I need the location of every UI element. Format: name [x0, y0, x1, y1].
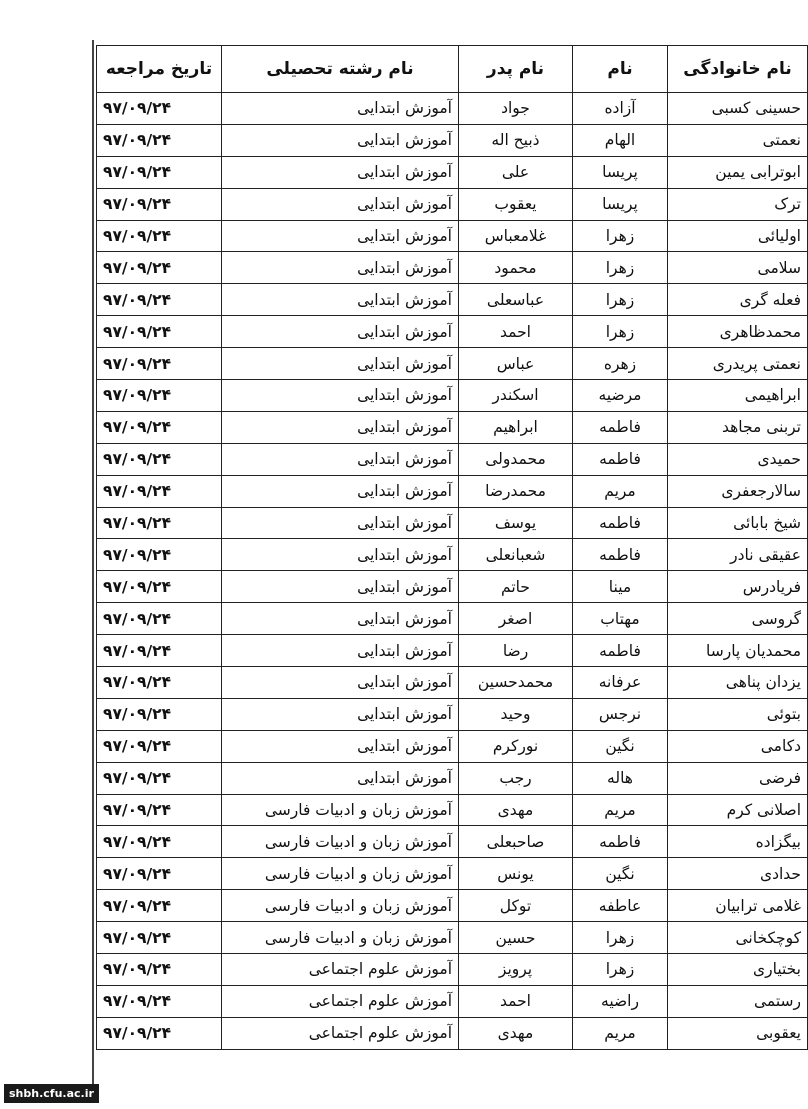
cell-last-name: اصلانی کرم: [668, 794, 808, 826]
cell-visit-date: ۹۷/۰۹/۲۴: [97, 93, 222, 125]
cell-father-name: محمدولی: [459, 443, 573, 475]
cell-field-of-study: آموزش ابتدایی: [222, 348, 459, 380]
cell-first-name: مریم: [573, 1017, 668, 1049]
header-field-of-study: نام رشته تحصیلی: [222, 46, 459, 93]
cell-field-of-study: آموزش ابتدایی: [222, 539, 459, 571]
table-row: [97, 730, 808, 762]
cell-last-name: یعقوبی: [668, 1017, 808, 1049]
cell-field-of-study: آموزش ابتدایی: [222, 156, 459, 188]
cell-first-name: راضیه: [573, 985, 668, 1017]
cell-father-name: احمد: [459, 316, 573, 348]
cell-father-name: محمدحسین: [459, 667, 573, 699]
cell-first-name: الهام: [573, 124, 668, 156]
table-row: [97, 890, 808, 922]
cell-father-name: عباسعلی: [459, 284, 573, 316]
cell-visit-date: ۹۷/۰۹/۲۴: [97, 380, 222, 412]
cell-last-name: عقیقی نادر: [668, 539, 808, 571]
cell-father-name: نورکرم: [459, 730, 573, 762]
cell-visit-date: ۹۷/۰۹/۲۴: [97, 411, 222, 443]
table-row: [97, 794, 808, 826]
cell-last-name: گروسی: [668, 603, 808, 635]
table-row: [97, 571, 808, 603]
cell-first-name: زهرا: [573, 316, 668, 348]
cell-visit-date: ۹۷/۰۹/۲۴: [97, 985, 222, 1017]
cell-father-name: جواد: [459, 93, 573, 125]
cell-father-name: رجب: [459, 762, 573, 794]
cell-first-name: زهره: [573, 348, 668, 380]
table-body: [97, 93, 808, 1050]
table-row: [97, 603, 808, 635]
cell-visit-date: ۹۷/۰۹/۲۴: [97, 124, 222, 156]
cell-first-name: فاطمه: [573, 507, 668, 539]
cell-last-name: سالارجعفری: [668, 475, 808, 507]
cell-last-name: سلامی: [668, 252, 808, 284]
table-row: [97, 475, 808, 507]
cell-field-of-study: آموزش علوم اجتماعی: [222, 985, 459, 1017]
cell-first-name: پریسا: [573, 156, 668, 188]
cell-father-name: اصغر: [459, 603, 573, 635]
table-row: [97, 316, 808, 348]
cell-first-name: پریسا: [573, 188, 668, 220]
table-row: [97, 858, 808, 890]
cell-father-name: یعقوب: [459, 188, 573, 220]
cell-visit-date: ۹۷/۰۹/۲۴: [97, 922, 222, 954]
cell-visit-date: ۹۷/۰۹/۲۴: [97, 826, 222, 858]
cell-field-of-study: آموزش ابتدایی: [222, 188, 459, 220]
table-row: [97, 252, 808, 284]
cell-last-name: فریادرس: [668, 571, 808, 603]
cell-last-name: اولیائی: [668, 220, 808, 252]
table-row: [97, 539, 808, 571]
cell-field-of-study: آموزش ابتدایی: [222, 252, 459, 284]
cell-father-name: غلامعباس: [459, 220, 573, 252]
cell-visit-date: ۹۷/۰۹/۲۴: [97, 284, 222, 316]
cell-field-of-study: آموزش ابتدایی: [222, 380, 459, 412]
student-roster-table: [96, 45, 808, 1050]
cell-first-name: فاطمه: [573, 539, 668, 571]
cell-first-name: آزاده: [573, 93, 668, 125]
cell-father-name: عباس: [459, 348, 573, 380]
cell-field-of-study: آموزش ابتدایی: [222, 316, 459, 348]
cell-first-name: فاطمه: [573, 443, 668, 475]
cell-father-name: ذبیح اله: [459, 124, 573, 156]
table-row: [97, 220, 808, 252]
cell-father-name: ابراهیم: [459, 411, 573, 443]
cell-father-name: صاحبعلی: [459, 826, 573, 858]
table-row: [97, 635, 808, 667]
table-row: [97, 954, 808, 986]
cell-first-name: فاطمه: [573, 411, 668, 443]
table-row: [97, 188, 808, 220]
cell-first-name: زهرا: [573, 954, 668, 986]
page-edge-line: [92, 40, 94, 1085]
cell-field-of-study: آموزش ابتدایی: [222, 124, 459, 156]
cell-last-name: تربنی مجاهد: [668, 411, 808, 443]
table-row: [97, 826, 808, 858]
cell-last-name: رستمی: [668, 985, 808, 1017]
site-watermark: shbh.cfu.ac.ir: [4, 1084, 99, 1103]
cell-first-name: مریم: [573, 475, 668, 507]
cell-father-name: رضا: [459, 635, 573, 667]
cell-first-name: نگین: [573, 730, 668, 762]
cell-visit-date: ۹۷/۰۹/۲۴: [97, 635, 222, 667]
cell-father-name: احمد: [459, 985, 573, 1017]
header-visit-date: تاریخ مراجعه: [97, 46, 222, 93]
cell-visit-date: ۹۷/۰۹/۲۴: [97, 954, 222, 986]
cell-visit-date: ۹۷/۰۹/۲۴: [97, 507, 222, 539]
cell-field-of-study: آموزش ابتدایی: [222, 762, 459, 794]
cell-first-name: عاطفه: [573, 890, 668, 922]
cell-last-name: ابوترابی یمین: [668, 156, 808, 188]
cell-visit-date: ۹۷/۰۹/۲۴: [97, 667, 222, 699]
cell-visit-date: ۹۷/۰۹/۲۴: [97, 220, 222, 252]
cell-visit-date: ۹۷/۰۹/۲۴: [97, 730, 222, 762]
cell-visit-date: ۹۷/۰۹/۲۴: [97, 1017, 222, 1049]
table-header: [97, 46, 808, 93]
cell-father-name: توکل: [459, 890, 573, 922]
cell-field-of-study: آموزش ابتدایی: [222, 603, 459, 635]
cell-last-name: بیگزاده: [668, 826, 808, 858]
header-father-name: نام پدر: [459, 46, 573, 93]
cell-field-of-study: آموزش ابتدایی: [222, 220, 459, 252]
cell-field-of-study: آموزش زبان و ادبیات فارسی: [222, 922, 459, 954]
cell-visit-date: ۹۷/۰۹/۲۴: [97, 475, 222, 507]
cell-field-of-study: آموزش ابتدایی: [222, 284, 459, 316]
cell-father-name: یوسف: [459, 507, 573, 539]
cell-first-name: هاله: [573, 762, 668, 794]
cell-field-of-study: آموزش ابتدایی: [222, 698, 459, 730]
cell-field-of-study: آموزش ابتدایی: [222, 635, 459, 667]
cell-field-of-study: آموزش ابتدایی: [222, 667, 459, 699]
table-row: [97, 284, 808, 316]
cell-field-of-study: آموزش علوم اجتماعی: [222, 1017, 459, 1049]
cell-field-of-study: آموزش زبان و ادبیات فارسی: [222, 826, 459, 858]
cell-first-name: زهرا: [573, 252, 668, 284]
cell-visit-date: ۹۷/۰۹/۲۴: [97, 539, 222, 571]
cell-field-of-study: آموزش ابتدایی: [222, 571, 459, 603]
cell-visit-date: ۹۷/۰۹/۲۴: [97, 890, 222, 922]
cell-first-name: زهرا: [573, 220, 668, 252]
cell-visit-date: ۹۷/۰۹/۲۴: [97, 443, 222, 475]
cell-last-name: غلامی ترابیان: [668, 890, 808, 922]
cell-last-name: حدادی: [668, 858, 808, 890]
cell-last-name: شیخ بابائی: [668, 507, 808, 539]
header-first-name: نام: [573, 46, 668, 93]
cell-first-name: مرضیه: [573, 380, 668, 412]
cell-last-name: نعمتی: [668, 124, 808, 156]
cell-field-of-study: آموزش ابتدایی: [222, 507, 459, 539]
cell-first-name: مینا: [573, 571, 668, 603]
cell-first-name: نگین: [573, 858, 668, 890]
cell-first-name: زهرا: [573, 284, 668, 316]
cell-first-name: فاطمه: [573, 826, 668, 858]
table-row: [97, 124, 808, 156]
cell-visit-date: ۹۷/۰۹/۲۴: [97, 316, 222, 348]
cell-father-name: محمدرضا: [459, 475, 573, 507]
cell-visit-date: ۹۷/۰۹/۲۴: [97, 348, 222, 380]
table-row: [97, 411, 808, 443]
cell-visit-date: ۹۷/۰۹/۲۴: [97, 762, 222, 794]
cell-first-name: مریم: [573, 794, 668, 826]
cell-last-name: محمدیان پارسا: [668, 635, 808, 667]
cell-first-name: فاطمه: [573, 635, 668, 667]
document-sheet: [96, 45, 801, 1082]
cell-father-name: شعبانعلی: [459, 539, 573, 571]
table-row: [97, 443, 808, 475]
cell-visit-date: ۹۷/۰۹/۲۴: [97, 603, 222, 635]
table-row: [97, 762, 808, 794]
cell-field-of-study: آموزش زبان و ادبیات فارسی: [222, 890, 459, 922]
table-row: [97, 93, 808, 125]
cell-field-of-study: آموزش ابتدایی: [222, 411, 459, 443]
table-row: [97, 667, 808, 699]
table-row: [97, 1017, 808, 1049]
cell-last-name: ترک: [668, 188, 808, 220]
cell-father-name: مهدی: [459, 794, 573, 826]
table-row: [97, 985, 808, 1017]
cell-father-name: اسکندر: [459, 380, 573, 412]
cell-father-name: حاتم: [459, 571, 573, 603]
cell-father-name: پرویز: [459, 954, 573, 986]
cell-last-name: بختیاری: [668, 954, 808, 986]
cell-last-name: فرضی: [668, 762, 808, 794]
cell-visit-date: ۹۷/۰۹/۲۴: [97, 571, 222, 603]
cell-visit-date: ۹۷/۰۹/۲۴: [97, 858, 222, 890]
table-row: [97, 698, 808, 730]
cell-last-name: ابراهیمی: [668, 380, 808, 412]
cell-father-name: یونس: [459, 858, 573, 890]
table-row: [97, 922, 808, 954]
cell-father-name: علی: [459, 156, 573, 188]
cell-first-name: زهرا: [573, 922, 668, 954]
cell-last-name: دکامی: [668, 730, 808, 762]
cell-visit-date: ۹۷/۰۹/۲۴: [97, 156, 222, 188]
cell-field-of-study: آموزش ابتدایی: [222, 93, 459, 125]
table-row: [97, 507, 808, 539]
cell-last-name: یزدان پناهی: [668, 667, 808, 699]
table-row: [97, 156, 808, 188]
cell-field-of-study: آموزش زبان و ادبیات فارسی: [222, 794, 459, 826]
header-row: [97, 46, 808, 93]
cell-last-name: محمدظاهری: [668, 316, 808, 348]
cell-first-name: مهتاب: [573, 603, 668, 635]
cell-field-of-study: آموزش علوم اجتماعی: [222, 954, 459, 986]
cell-visit-date: ۹۷/۰۹/۲۴: [97, 794, 222, 826]
cell-father-name: محمود: [459, 252, 573, 284]
cell-last-name: کوچکخانی: [668, 922, 808, 954]
cell-visit-date: ۹۷/۰۹/۲۴: [97, 698, 222, 730]
cell-father-name: وحید: [459, 698, 573, 730]
cell-father-name: حسین: [459, 922, 573, 954]
cell-field-of-study: آموزش ابتدایی: [222, 730, 459, 762]
cell-last-name: نعمتی پریدری: [668, 348, 808, 380]
cell-father-name: مهدی: [459, 1017, 573, 1049]
table-row: [97, 348, 808, 380]
cell-last-name: فعله گری: [668, 284, 808, 316]
table-row: [97, 380, 808, 412]
cell-last-name: حمیدی: [668, 443, 808, 475]
cell-visit-date: ۹۷/۰۹/۲۴: [97, 188, 222, 220]
cell-first-name: نرجس: [573, 698, 668, 730]
cell-field-of-study: آموزش زبان و ادبیات فارسی: [222, 858, 459, 890]
cell-visit-date: ۹۷/۰۹/۲۴: [97, 252, 222, 284]
header-last-name: نام خانوادگی: [668, 46, 808, 93]
cell-first-name: عرفانه: [573, 667, 668, 699]
cell-last-name: حسینی کسبی: [668, 93, 808, 125]
cell-field-of-study: آموزش ابتدایی: [222, 443, 459, 475]
cell-last-name: بتوئی: [668, 698, 808, 730]
cell-field-of-study: آموزش ابتدایی: [222, 475, 459, 507]
